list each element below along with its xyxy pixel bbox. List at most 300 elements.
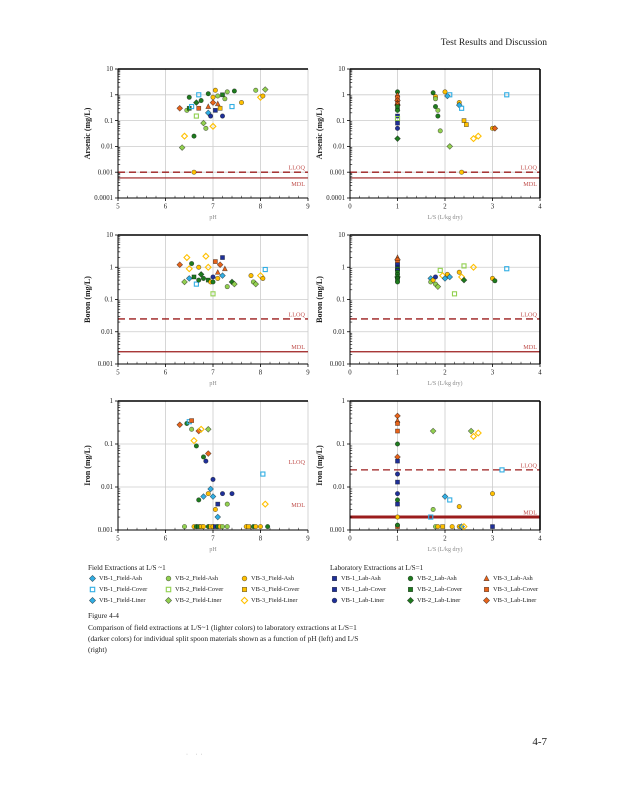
data-point-square: [247, 525, 251, 529]
data-point-circle: [220, 491, 224, 495]
x-tick-label: 5: [116, 203, 120, 211]
legend-item-label: VB-2_Field-Cover: [175, 586, 224, 593]
data-point-diamond: [177, 262, 183, 268]
legend-marker-icon: [88, 574, 97, 583]
legend-item-label: VB-1_Lab-Liner: [341, 597, 385, 604]
data-point-circle: [216, 276, 220, 280]
legend-lab-block: [330, 564, 562, 605]
y-tick-label: 1: [109, 398, 113, 406]
data-point-square: [213, 108, 217, 112]
x-tick-label: 9: [306, 369, 310, 377]
legend-item: [88, 596, 164, 605]
legend-marker-icon: [164, 574, 173, 583]
data-point-diamond: [182, 133, 188, 139]
legend-item-label: VB-3_Lab-Liner: [493, 597, 537, 604]
x-tick-label: 7: [211, 535, 215, 543]
legend-item: [482, 585, 562, 594]
y-tick-label: 0.1: [104, 117, 113, 125]
data-point-circle: [206, 491, 210, 495]
legend-marker-icon: [406, 585, 415, 594]
x-tick-label: 5: [116, 535, 120, 543]
data-point-circle: [332, 598, 337, 603]
x-tick-label: 8: [258, 369, 263, 377]
data-point-square: [197, 106, 201, 110]
data-point-circle: [223, 97, 227, 101]
legend-item: [330, 574, 406, 583]
plot-boron-vs-ph: [82, 228, 314, 394]
legend-item-label: VB-1_Lab-Ash: [341, 575, 381, 582]
legend-item: [240, 574, 320, 583]
plot-boron-vs-ls: [314, 228, 546, 394]
data-point-circle: [201, 455, 205, 459]
data-point-triangle: [222, 266, 227, 271]
data-point-diamond: [430, 428, 436, 434]
y-tick-label: 1: [109, 92, 113, 99]
data-point-circle: [211, 477, 215, 481]
x-axis-title: L/S (L/kg dry): [427, 547, 463, 553]
data-point-diamond: [210, 494, 216, 500]
x-tick-label: 9: [306, 203, 310, 211]
legend-item: [406, 574, 482, 583]
x-tick-label: 1: [395, 369, 400, 377]
legend-marker-icon: [406, 574, 415, 583]
legend-item-label: VB-1_Field-Cover: [99, 586, 148, 593]
y-axis-title: Iron (mg/L): [315, 445, 324, 486]
mdl-label: MDL: [291, 344, 305, 352]
legend-item-label: VB-3_Lab-Cover: [493, 586, 539, 593]
lloq-label: LLOQ: [520, 164, 537, 172]
plot-arsenic-vs-ph: [82, 62, 314, 228]
data-point-square: [500, 468, 504, 472]
data-point-circle: [395, 108, 399, 112]
data-point-circle: [395, 498, 399, 502]
legend-marker-icon: [482, 574, 491, 583]
legend-marker-icon: [330, 585, 339, 594]
legend-item-label: VB-1_Field-Liner: [99, 597, 146, 604]
data-point-diamond: [186, 266, 192, 272]
data-point-circle: [258, 524, 262, 528]
data-point-diamond: [193, 100, 199, 106]
legend-item-label: VB-3_Field-Ash: [251, 575, 294, 582]
x-tick-label: 5: [116, 369, 120, 377]
x-tick-label: 8: [258, 535, 263, 543]
data-point-diamond: [179, 145, 185, 151]
data-point-square: [395, 421, 399, 425]
data-point-diamond: [407, 597, 413, 603]
legend-item: [164, 574, 240, 583]
data-point-diamond: [89, 597, 95, 603]
figure-charts-grid: [82, 62, 546, 560]
data-point-circle: [225, 284, 229, 288]
footer-artifact: · ··: [186, 752, 206, 758]
data-point-square: [332, 587, 336, 591]
legend-item: [482, 574, 562, 583]
data-point-circle: [211, 275, 215, 279]
legend-item: [88, 585, 164, 594]
x-tick-label: 0: [348, 369, 352, 377]
data-point-circle: [213, 88, 217, 92]
x-tick-label: 4: [538, 535, 542, 543]
data-point-circle: [211, 95, 215, 99]
data-point-square: [216, 502, 220, 506]
data-point-circle: [225, 524, 229, 528]
data-point-diamond: [395, 136, 401, 142]
chart-arsenic-vs-ls: [314, 62, 546, 228]
data-point-circle: [395, 126, 399, 130]
data-point-diamond: [468, 428, 474, 434]
y-tick-label: 0.01: [101, 328, 113, 336]
y-axis-title: Arsenic (mg/L): [315, 107, 324, 160]
y-tick-label: 0.001: [97, 361, 113, 369]
data-point-circle: [438, 129, 442, 133]
y-tick-label: 1: [341, 264, 345, 272]
chart-iron-vs-ph: [82, 394, 314, 560]
y-tick-label: 0.1: [104, 441, 113, 449]
running-header: Test Results and Discussion: [440, 38, 547, 48]
mdl-label: MDL: [291, 501, 305, 509]
data-point-diamond: [205, 426, 211, 432]
legend-marker-icon: [330, 596, 339, 605]
data-point-diamond: [177, 105, 183, 111]
legend-marker-icon: [88, 596, 97, 605]
y-tick-label: 0.01: [333, 143, 345, 151]
caption-line: (right): [88, 645, 107, 655]
data-point-circle: [265, 524, 269, 528]
data-point-circle: [225, 502, 229, 506]
legend-item: [240, 585, 320, 594]
legend-item: [406, 596, 482, 605]
lloq-label: LLOQ: [288, 164, 305, 172]
data-point-circle: [216, 94, 220, 98]
data-point-square: [441, 525, 445, 529]
data-point-diamond: [210, 100, 216, 106]
x-tick-label: 2: [443, 203, 447, 211]
data-point-square: [213, 260, 217, 264]
legend-item: [482, 596, 562, 605]
mdl-label: MDL: [523, 180, 537, 188]
data-point-circle: [239, 100, 243, 104]
x-axis-title: pH: [209, 547, 217, 553]
y-tick-label: 0.0001: [326, 195, 345, 203]
legend-item-label: VB-2_Lab-Liner: [417, 597, 461, 604]
data-point-diamond: [262, 87, 268, 93]
x-tick-label: 3: [490, 203, 495, 211]
y-tick-label: 0.001: [97, 527, 113, 535]
data-point-circle: [201, 524, 205, 528]
data-point-square: [332, 576, 336, 580]
data-point-square: [395, 459, 399, 463]
data-point-diamond: [205, 451, 211, 457]
legend-lab-items: [330, 574, 562, 605]
data-point-diamond: [201, 120, 207, 126]
data-point-diamond: [447, 144, 453, 150]
x-tick-label: 0: [348, 535, 352, 543]
data-point-square: [192, 275, 196, 279]
legend-item-label: VB-2_Lab-Ash: [417, 575, 457, 582]
data-point-circle: [201, 276, 205, 280]
data-point-circle: [490, 491, 494, 495]
data-point-circle: [211, 280, 215, 284]
x-axis-title: L/S (L/kg dry): [427, 381, 463, 387]
legend-item-label: VB-3_Lab-Ash: [493, 575, 533, 582]
y-tick-label: 0.01: [101, 143, 113, 151]
legend-marker-icon: [330, 574, 339, 583]
legend-item-label: VB-2_Lab-Cover: [417, 586, 463, 593]
data-point-diamond: [220, 273, 226, 279]
y-tick-label: 0.1: [336, 441, 345, 449]
data-point-diamond: [461, 277, 467, 283]
data-point-circle: [220, 114, 224, 118]
legend-item: [88, 574, 164, 583]
data-point-diamond: [241, 597, 247, 603]
data-point-circle: [192, 170, 196, 174]
chart-arsenic-vs-ph: [82, 62, 314, 228]
data-point-circle: [261, 276, 265, 280]
data-point-circle: [225, 90, 229, 94]
y-tick-label: 1: [341, 92, 345, 99]
x-tick-label: 6: [163, 203, 168, 211]
data-point-circle: [166, 576, 171, 581]
data-point-circle: [443, 90, 447, 94]
legend-field-block: [88, 564, 320, 605]
data-point-circle: [249, 273, 253, 277]
data-point-square: [395, 121, 399, 125]
data-point-square: [261, 472, 265, 476]
x-tick-label: 3: [490, 535, 495, 543]
plot-iron-vs-ls: [314, 394, 546, 560]
data-point-square: [166, 587, 170, 591]
data-point-circle: [208, 114, 212, 118]
data-point-square: [408, 587, 412, 591]
legend-item: [406, 585, 482, 594]
x-tick-label: 4: [538, 369, 542, 377]
y-tick-label: 0.001: [329, 527, 345, 535]
data-point-circle: [194, 444, 198, 448]
data-point-triangle: [484, 576, 489, 581]
x-tick-label: 8: [258, 203, 263, 211]
data-point-square: [242, 587, 246, 591]
y-tick-label: 0.01: [333, 328, 345, 336]
data-point-diamond: [165, 597, 171, 603]
chart-boron-vs-ph: [82, 228, 314, 394]
x-tick-label: 2: [443, 369, 447, 377]
data-point-circle: [197, 498, 201, 502]
data-point-circle: [395, 523, 399, 527]
legend-item: [330, 585, 406, 594]
data-point-diamond: [217, 262, 223, 268]
data-point-square: [452, 292, 456, 296]
data-point-diamond: [215, 514, 221, 520]
data-point-circle: [204, 459, 208, 463]
legend-item-label: VB-3_Field-Liner: [251, 597, 298, 604]
data-point-circle: [254, 524, 258, 528]
legend-item: [164, 596, 240, 605]
lloq-label: LLOQ: [520, 311, 537, 319]
data-point-circle: [220, 524, 224, 528]
data-point-triangle: [206, 104, 211, 109]
data-point-square: [190, 419, 194, 423]
data-point-circle: [433, 97, 437, 101]
x-tick-label: 7: [211, 369, 215, 377]
data-point-diamond: [475, 430, 481, 436]
data-point-diamond: [186, 276, 192, 282]
data-point-circle: [204, 126, 208, 130]
y-axis-title: Iron (mg/L): [83, 445, 92, 486]
figure-label: Figure 4-4: [88, 611, 119, 620]
y-tick-label: 1: [341, 398, 345, 406]
x-tick-label: 6: [163, 369, 168, 377]
data-point-square: [448, 498, 452, 502]
data-point-diamond: [483, 597, 489, 603]
legend-item: [330, 596, 406, 605]
y-tick-label: 0.1: [336, 296, 345, 304]
lloq-label: LLOQ: [288, 311, 305, 319]
legend-item: [240, 596, 320, 605]
lloq-label: LLOQ: [288, 458, 305, 466]
legend-marker-icon: [164, 585, 173, 594]
data-point-diamond: [203, 253, 209, 259]
legend-marker-icon: [482, 596, 491, 605]
data-point-square: [218, 106, 222, 110]
legend-marker-icon: [240, 596, 249, 605]
data-point-diamond: [89, 575, 95, 581]
data-point-square: [395, 429, 399, 433]
x-tick-label: 2: [443, 535, 447, 543]
data-point-circle: [197, 265, 201, 269]
data-point-circle: [395, 280, 399, 284]
y-tick-label: 0.0001: [94, 195, 113, 203]
y-tick-label: 0.1: [104, 296, 113, 304]
legend-item-label: VB-2_Field-Ash: [175, 575, 218, 582]
y-tick-label: 0.1: [336, 117, 345, 125]
x-axis-title: pH: [209, 215, 217, 221]
x-tick-label: 6: [163, 535, 168, 543]
legend-item-label: VB-1_Lab-Cover: [341, 586, 387, 593]
data-point-square: [395, 480, 399, 484]
page-number: 4-7: [532, 736, 547, 748]
lloq-label: LLOQ: [520, 462, 537, 470]
data-point-circle: [199, 98, 203, 102]
data-point-square: [220, 256, 224, 260]
data-point-circle: [493, 279, 497, 283]
x-axis-title: pH: [209, 381, 217, 387]
data-point-diamond: [177, 422, 183, 428]
y-tick-label: 0.001: [97, 169, 113, 177]
data-point-square: [395, 502, 399, 506]
y-axis-title: Arsenic (mg/L): [83, 107, 92, 160]
data-point-diamond: [184, 255, 190, 261]
data-point-circle: [213, 507, 217, 511]
y-tick-label: 0.001: [329, 169, 345, 177]
y-tick-label: 10: [338, 66, 345, 74]
data-point-circle: [254, 88, 258, 92]
data-point-square: [194, 282, 198, 286]
legend-marker-icon: [240, 585, 249, 594]
data-point-square: [194, 114, 198, 118]
y-tick-label: 1: [109, 264, 113, 272]
data-point-diamond: [191, 438, 197, 444]
x-tick-label: 3: [490, 369, 495, 377]
data-point-square: [484, 587, 488, 591]
data-point-circle: [436, 108, 440, 112]
data-point-diamond: [442, 494, 448, 500]
data-point-circle: [450, 524, 454, 528]
y-tick-label: 0.01: [333, 484, 345, 492]
data-point-circle: [431, 507, 435, 511]
legend-field-items: [88, 574, 320, 605]
data-point-square: [220, 93, 224, 97]
figure-caption: [88, 610, 418, 655]
data-point-square: [464, 123, 468, 127]
data-point-circle: [187, 95, 191, 99]
data-point-circle: [395, 472, 399, 476]
legend-marker-icon: [240, 574, 249, 583]
legend-marker-icon: [164, 596, 173, 605]
y-tick-label: 0.001: [329, 361, 345, 369]
data-point-diamond: [182, 279, 188, 285]
x-tick-label: 4: [538, 203, 542, 211]
plot-iron-vs-ph: [82, 394, 314, 560]
data-point-circle: [433, 275, 437, 279]
data-point-circle: [408, 576, 413, 581]
data-point-circle: [457, 504, 461, 508]
data-point-square: [230, 105, 234, 109]
legend-marker-icon: [88, 585, 97, 594]
data-point-diamond: [262, 501, 268, 507]
data-point-circle: [261, 94, 265, 98]
data-point-square: [462, 119, 466, 123]
x-tick-label: 1: [395, 535, 400, 543]
x-tick-label: 1: [395, 203, 400, 211]
legend-field-title: Field Extractions at L/S ~1: [88, 564, 166, 572]
data-point-circle: [206, 92, 210, 96]
legend-item-label: VB-3_Field-Cover: [251, 586, 300, 593]
caption-line: (darker colors) for individual split spoon materials shown as a function of pH (left) and L/S: [88, 634, 359, 644]
y-tick-label: 10: [338, 232, 345, 240]
data-point-circle: [192, 134, 196, 138]
y-tick-label: 10: [106, 66, 113, 74]
data-point-circle: [395, 515, 399, 519]
chart-iron-vs-ls: [314, 394, 546, 560]
data-point-circle: [436, 524, 440, 528]
legend-marker-icon: [482, 585, 491, 594]
data-point-square: [438, 268, 442, 272]
data-point-triangle: [215, 101, 220, 106]
x-tick-label: 0: [348, 203, 352, 211]
data-point-circle: [459, 170, 463, 174]
legend-item: [164, 585, 240, 594]
figure-legend: [88, 564, 562, 605]
x-tick-label: 7: [211, 203, 215, 211]
y-axis-title: Boron (mg/L): [83, 276, 92, 323]
plot-arsenic-vs-ls: [314, 62, 546, 228]
caption-line: Comparison of field extractions at L/S~1 (lighter colors) to laboratory extractions at L/S=1: [88, 623, 357, 633]
data-point-circle: [197, 278, 201, 282]
data-point-circle: [230, 491, 234, 495]
data-point-circle: [395, 442, 399, 446]
data-point-square: [263, 267, 267, 271]
legend-marker-icon: [406, 596, 415, 605]
data-point-square: [90, 587, 94, 591]
data-point-circle: [395, 491, 399, 495]
data-point-triangle: [215, 270, 220, 275]
data-point-circle: [182, 524, 186, 528]
legend-item-label: VB-2_Field-Liner: [175, 597, 222, 604]
data-point-square: [490, 525, 494, 529]
data-point-circle: [189, 427, 193, 431]
legend-item-label: VB-1_Field-Ash: [99, 575, 142, 582]
legend-lab-title: Laboratory Extractions at L/S=1: [330, 564, 424, 572]
